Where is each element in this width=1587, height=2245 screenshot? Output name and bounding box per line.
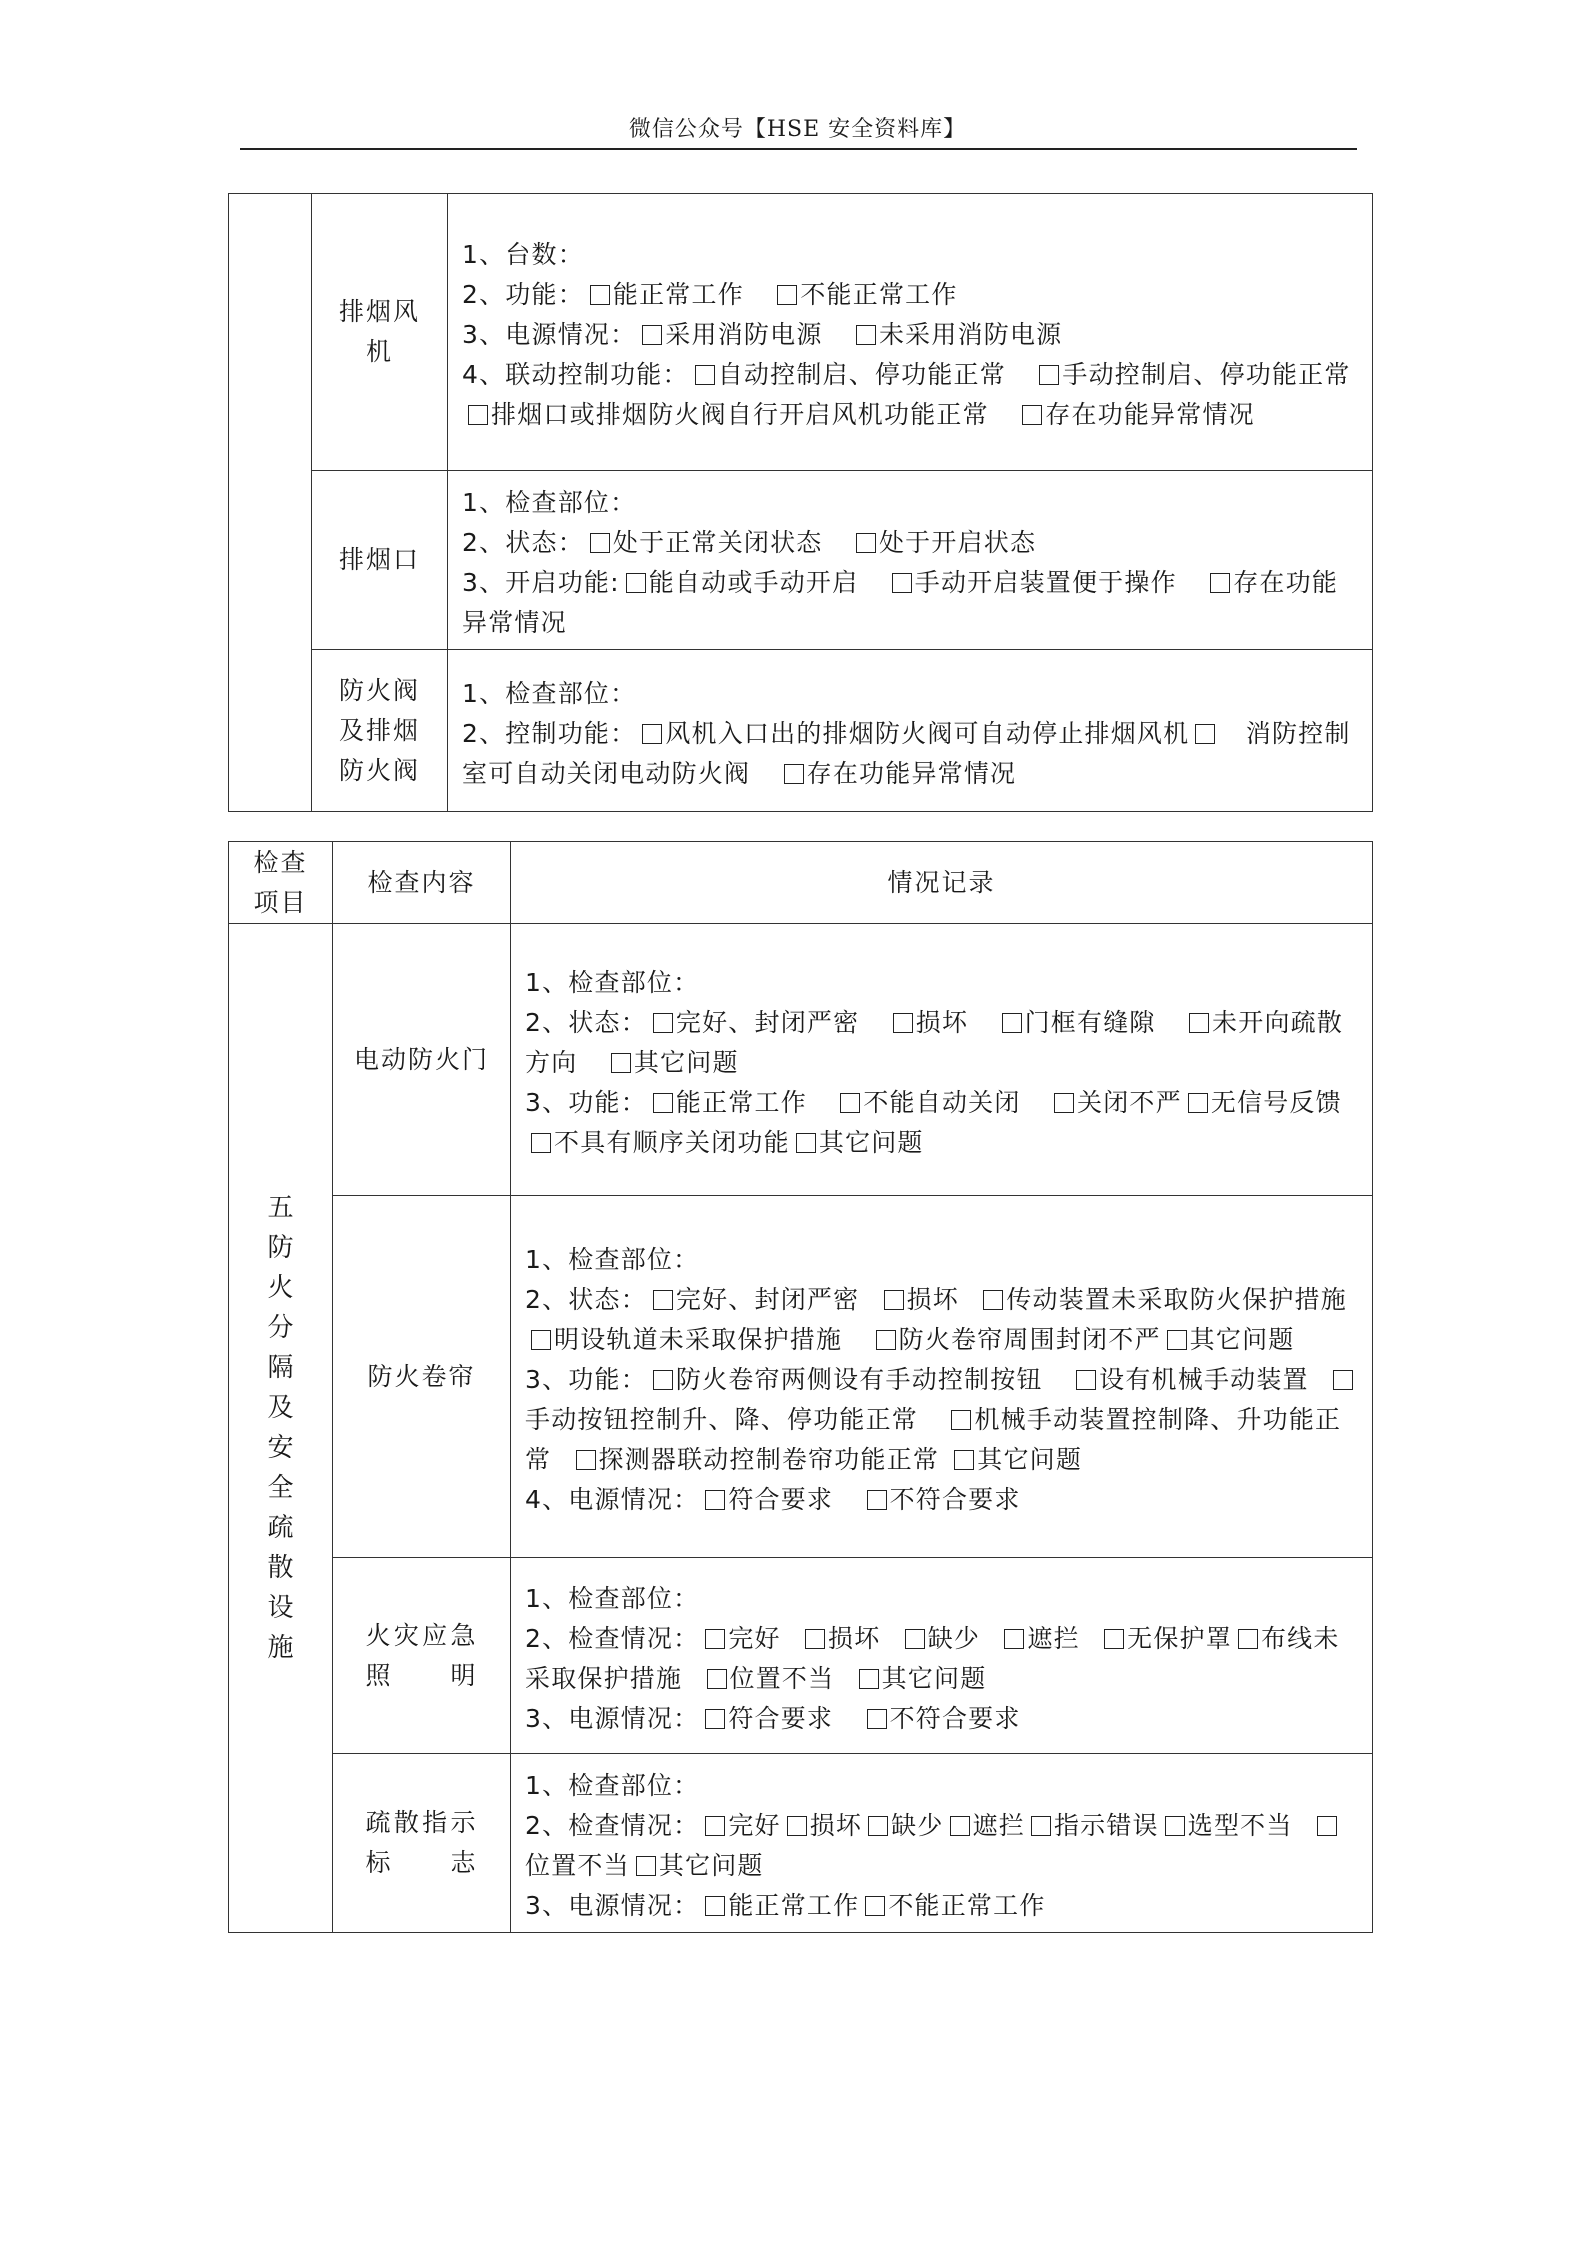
option-label: 1、检查部位：	[525, 1771, 700, 1800]
item-emergency-lighting	[333, 1558, 511, 1754]
category-label: 五防火分隔及安全疏散设施	[267, 1193, 294, 1663]
option-label: 3、电源情况：	[462, 320, 637, 349]
option-label: 明设轨道未采取保护措施	[554, 1324, 870, 1354]
record-cell	[448, 194, 1379, 471]
checkbox[interactable]	[705, 1896, 725, 1916]
checkbox[interactable]	[1004, 1629, 1024, 1649]
checkbox[interactable]	[636, 1856, 656, 1876]
category-cell-continued	[229, 194, 312, 812]
option-label: 不符合要求	[889, 1484, 1021, 1514]
checkbox[interactable]	[856, 325, 876, 345]
record-cell	[511, 1196, 1373, 1558]
checkbox[interactable]	[1333, 1370, 1353, 1390]
option-label: 处于开启状态	[878, 528, 1037, 557]
record-line	[462, 674, 1358, 714]
option-label: 2、检查情况：	[525, 1623, 700, 1653]
option-label: 1、检查部位：	[462, 678, 637, 708]
option-label: 传动装置未采取防火保护措施	[1006, 1284, 1347, 1314]
option-label: 2、控制功能：	[462, 718, 637, 748]
record-line	[525, 1766, 1358, 1806]
checkbox[interactable]	[867, 1490, 887, 1510]
option-label: 1、检查部位：	[525, 1583, 700, 1613]
record-lines	[525, 1579, 1358, 1739]
header-content: 检查内容	[333, 842, 511, 924]
checkbox[interactable]	[705, 1816, 725, 1836]
checkbox[interactable]	[951, 1410, 971, 1430]
header-item	[229, 842, 333, 924]
record-line	[525, 1886, 1358, 1926]
option-label: 2、状态：	[525, 1007, 647, 1037]
item-label: 排烟风机	[338, 297, 420, 366]
item-label: 防火阀及排烟防火阀	[338, 675, 420, 785]
checkbox[interactable]	[796, 1133, 816, 1153]
option-label: 能正常工作	[675, 1087, 835, 1117]
option-label: 缺少	[891, 1811, 944, 1840]
option-label: 完好	[728, 1811, 781, 1840]
option-label: 手动开启装置便于操作	[914, 568, 1205, 597]
checkbox[interactable]	[777, 285, 797, 305]
option-label: 不符合要求	[889, 1703, 1021, 1733]
option-label: 1、检查部位：	[525, 967, 700, 997]
option-label: 缺少	[927, 1623, 999, 1653]
checkbox[interactable]	[893, 1013, 913, 1033]
record-lines	[462, 674, 1358, 794]
item-label: 火灾应急照明	[365, 1620, 478, 1690]
option-label: 存在功能异常情况	[462, 568, 1339, 637]
option-label: 3、电源情况：	[525, 1891, 700, 1920]
option-label: 能正常工作	[728, 1891, 860, 1920]
option-label: 1、台数：	[462, 240, 584, 269]
item-smoke-outlet	[312, 471, 448, 650]
option-label: 防火卷帘两侧设有手动控制按钮	[675, 1364, 1071, 1394]
item-label: 排烟口	[338, 545, 420, 574]
checkbox[interactable]	[642, 724, 662, 744]
option-label: 1、检查部位：	[462, 488, 637, 517]
option-label: 手动控制启、停功能正常	[1062, 360, 1379, 389]
option-label: 损坏	[828, 1623, 899, 1653]
checkbox[interactable]	[983, 1290, 1003, 1310]
page-header: 微信公众号【HSE 安全资料库】	[628, 117, 967, 142]
option-label: 2、状态：	[525, 1284, 647, 1314]
checkbox[interactable]	[805, 1629, 825, 1649]
checkbox[interactable]	[905, 1629, 925, 1649]
record-lines	[462, 235, 1379, 435]
option-label: 无信号反馈	[1210, 1087, 1342, 1117]
fire-separation-table	[228, 841, 1373, 1933]
option-label: 处于正常关闭状态	[612, 528, 850, 557]
checkbox[interactable]	[611, 1053, 631, 1073]
record-line	[462, 483, 1358, 523]
record-line	[462, 315, 1358, 355]
record-line	[525, 963, 1358, 1003]
checkbox[interactable]	[1238, 1629, 1258, 1649]
checkbox[interactable]	[892, 573, 912, 593]
checkbox[interactable]	[1167, 1330, 1187, 1350]
option-label: 4、电源情况：	[525, 1484, 700, 1514]
item-electric-fire-door: 电动防火门	[333, 924, 511, 1196]
option-label: 其它问题	[977, 1444, 1083, 1474]
option-label: 1、检查部位：	[525, 1244, 700, 1274]
option-label: 遮拦	[972, 1811, 1025, 1840]
checkbox[interactable]	[1317, 1816, 1337, 1836]
checkbox[interactable]	[1104, 1629, 1124, 1649]
option-label: 消防控制室可自动关闭电动防火阀	[462, 718, 1351, 788]
option-label: 其它问题	[818, 1127, 924, 1157]
table-header-row	[229, 842, 1373, 924]
option-label: 损坏	[809, 1811, 863, 1840]
option-label: 门框有缝隙	[1024, 1007, 1184, 1037]
option-label: 完好、封闭严密	[675, 1007, 887, 1037]
record-line	[462, 275, 1358, 315]
checkbox[interactable]	[1076, 1370, 1096, 1390]
option-label: 布线未采取保护措施	[525, 1623, 1340, 1693]
item-label: 疏散指示标志	[365, 1808, 478, 1877]
checkbox[interactable]	[859, 1669, 879, 1689]
option-label: 指示错误	[1053, 1811, 1159, 1840]
checkbox[interactable]	[868, 1816, 888, 1836]
checkbox[interactable]	[707, 1669, 727, 1689]
record-line	[462, 714, 1358, 794]
record-line	[525, 1806, 1358, 1886]
item-fire-shutter: 防火卷帘	[333, 1196, 511, 1558]
record-cell	[511, 924, 1373, 1196]
table-row	[229, 1196, 1373, 1558]
option-label: 不具有顺序关闭功能	[554, 1127, 790, 1157]
record-line	[525, 1240, 1358, 1280]
header-rule	[240, 148, 1357, 150]
option-label: 防火卷帘周围封闭不严	[898, 1324, 1161, 1354]
option-label: 符合要求	[728, 1484, 861, 1514]
record-cell	[511, 1754, 1373, 1933]
option-label: 2、状态：	[462, 528, 584, 557]
header-record: 情况记录	[511, 842, 1373, 924]
option-label: 位置不当	[729, 1663, 853, 1693]
item-evacuation-sign	[333, 1754, 511, 1933]
option-label: 其它问题	[658, 1851, 764, 1880]
checkbox[interactable]	[787, 1816, 807, 1836]
checkbox[interactable]	[1002, 1013, 1022, 1033]
checkbox[interactable]	[840, 1093, 860, 1113]
checkbox[interactable]	[590, 533, 610, 553]
option-label: 自动控制启、停功能正常	[717, 360, 1034, 389]
checkbox[interactable]	[784, 764, 804, 784]
checkbox[interactable]	[531, 1133, 551, 1153]
header-item-label: 检查项目	[253, 847, 308, 917]
checkbox[interactable]	[576, 1450, 596, 1470]
checkbox[interactable]	[705, 1490, 725, 1510]
option-label: 其它问题	[881, 1663, 987, 1693]
option-label: 选型不当	[1187, 1811, 1311, 1840]
record-line	[525, 1699, 1358, 1739]
item-fire-damper	[312, 650, 448, 812]
record-line	[525, 1280, 1358, 1360]
category-cell	[229, 924, 333, 1933]
table-row	[229, 650, 1373, 812]
record-line	[462, 235, 1358, 275]
checkbox[interactable]	[867, 1709, 887, 1729]
option-label: 损坏	[915, 1007, 996, 1037]
option-label: 不能正常工作	[888, 1891, 1046, 1920]
option-label: 其它问题	[633, 1047, 739, 1077]
record-line	[462, 523, 1358, 563]
record-cell	[448, 650, 1373, 812]
checkbox[interactable]	[856, 533, 876, 553]
record-line	[462, 355, 1379, 435]
record-lines	[525, 1766, 1358, 1926]
checkbox[interactable]	[705, 1629, 725, 1649]
checkbox[interactable]	[653, 1370, 673, 1390]
checkbox[interactable]	[1031, 1816, 1051, 1836]
checkbox[interactable]	[1054, 1093, 1074, 1113]
option-label: 能正常工作	[612, 280, 772, 309]
record-line	[525, 1360, 1358, 1480]
option-label: 能自动或手动开启	[648, 568, 886, 597]
table-row	[229, 1558, 1373, 1754]
option-label: 存在功能异常情况	[1045, 400, 1255, 429]
item-exhaust-fan	[312, 194, 448, 471]
option-label: 存在功能异常情况	[806, 758, 1017, 788]
option-label: 完好、封闭严密	[675, 1284, 878, 1314]
checkbox[interactable]	[653, 1093, 673, 1113]
option-label: 不能正常工作	[800, 280, 958, 309]
record-lines	[525, 1240, 1358, 1520]
option-label: 探测器联动控制卷帘功能正常	[598, 1444, 949, 1474]
checkbox[interactable]	[468, 405, 488, 425]
checkbox[interactable]	[642, 325, 662, 345]
table-row	[229, 1754, 1373, 1933]
table-row	[229, 194, 1373, 471]
option-label: 采用消防电源	[665, 320, 850, 349]
option-label: 2、检查情况：	[525, 1811, 700, 1840]
option-label: 完好	[728, 1623, 800, 1653]
checkbox[interactable]	[1210, 573, 1230, 593]
option-label: 3、功能：	[525, 1087, 647, 1117]
checkbox[interactable]	[1165, 1816, 1185, 1836]
checkbox[interactable]	[626, 573, 646, 593]
checkbox[interactable]	[1022, 405, 1042, 425]
option-label: 机械手动装置控制降、升功能正常	[525, 1404, 1342, 1474]
record-line	[525, 1619, 1358, 1699]
checkbox[interactable]	[950, 1816, 970, 1836]
option-label: 其它问题	[1189, 1324, 1295, 1354]
option-label: 3、开启功能:	[462, 568, 620, 597]
checkbox[interactable]	[653, 1013, 673, 1033]
checkbox[interactable]	[705, 1709, 725, 1729]
checkbox[interactable]	[531, 1330, 551, 1350]
checkbox[interactable]	[865, 1896, 885, 1916]
record-cell	[511, 1558, 1373, 1754]
option-label: 损坏	[906, 1284, 978, 1314]
record-cell	[448, 471, 1373, 650]
option-label: 3、电源情况：	[525, 1703, 700, 1733]
checkbox[interactable]	[954, 1450, 974, 1470]
checkbox[interactable]	[876, 1330, 896, 1350]
record-lines	[462, 483, 1358, 643]
option-label: 无保护罩	[1127, 1623, 1232, 1653]
checkbox[interactable]	[1195, 724, 1215, 744]
option-label: 2、功能：	[462, 280, 584, 309]
table-row	[229, 471, 1373, 650]
option-label: 符合要求	[728, 1703, 861, 1733]
option-label: 排烟口或排烟防火阀自行开启风机功能正常	[491, 400, 1017, 429]
option-label: 设有机械手动装置	[1099, 1364, 1328, 1394]
record-line	[525, 1003, 1358, 1083]
record-line	[525, 1480, 1358, 1520]
option-label: 不能自动关闭	[863, 1087, 1049, 1117]
checkbox[interactable]	[1039, 365, 1059, 385]
option-label: 关闭不严	[1077, 1087, 1182, 1117]
option-label: 未采用消防电源	[878, 320, 1063, 349]
option-label: 位置不当	[525, 1851, 630, 1880]
checkbox[interactable]	[1188, 1093, 1208, 1113]
option-label: 手动按钮控制升、降、停功能正常	[525, 1404, 946, 1434]
option-label: 3、功能：	[525, 1364, 647, 1394]
record-line	[525, 1579, 1358, 1619]
checkbox[interactable]	[653, 1290, 673, 1310]
checkbox[interactable]	[884, 1290, 904, 1310]
record-line	[525, 1083, 1358, 1163]
record-lines	[525, 963, 1358, 1163]
checkbox[interactable]	[695, 365, 715, 385]
smoke-exhaust-table	[228, 193, 1379, 812]
checkbox[interactable]	[1189, 1013, 1209, 1033]
option-label: 未开向疏散方向	[525, 1007, 1344, 1077]
option-label: 遮拦	[1027, 1623, 1099, 1653]
option-label: 4、联动控制功能：	[462, 360, 689, 389]
option-label: 风机入口出的排烟防火阀可自动停止排烟风机	[665, 718, 1190, 748]
table-row	[229, 924, 1373, 1196]
record-line	[462, 563, 1358, 643]
checkbox[interactable]	[590, 285, 610, 305]
